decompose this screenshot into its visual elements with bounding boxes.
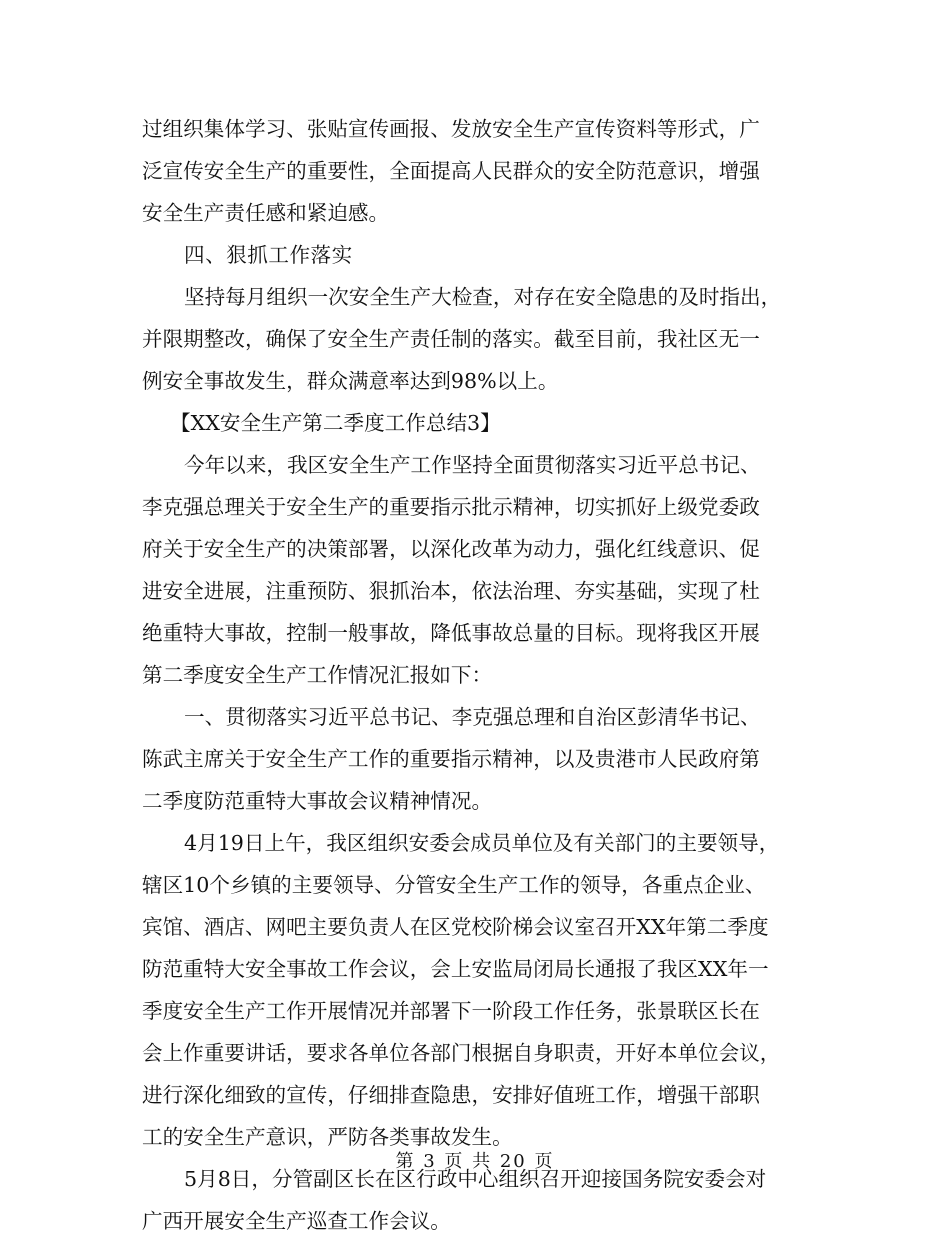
paragraph-line: 进行深化细致的宣传，仔细排查隐患，安排好值班工作，增强干部职 [142,1083,760,1107]
paragraph-line: 过组织集体学习、张贴宣传画报、发放安全生产宣传资料等形式，广 [142,117,760,141]
paragraph-line: 坚持每月组织一次安全生产大检查，对存在安全隐患的及时指出， [184,285,782,309]
paragraph-line: 绝重特大事故，控制一般事故，降低事故总量的目标。现将我区开展 [142,621,760,645]
paragraph-line: 进安全进展，注重预防、狠抓治本，依法治理、夯实基础，实现了杜 [142,579,760,603]
paragraph-line: 4月19日上午，我区组织安委会成员单位及有关部门的主要领导， [184,831,780,855]
document-body [142,108,806,1242]
paragraph-line: 泛宣传安全生产的重要性，全面提高人民群众的安全防范意识，增强 [142,159,760,183]
paragraph-line: 一、贯彻落实习近平总书记、李克强总理和自治区彭清华书记、 [184,705,761,729]
paragraph-line: 宾馆、酒店、网吧主要负责人在区党校阶梯会议室召开XX年第二季度 [142,915,769,939]
paragraph-line: 府关于安全生产的决策部署，以深化改革为动力，强化红线意识、促 [142,537,760,561]
paragraph-line: 第二季度安全生产工作情况汇报如下： [142,663,493,687]
paragraph-line: 季度安全生产工作开展情况并部署下一阶段工作任务，张景联区长在 [142,999,760,1023]
paragraph-line: 广西开展安全生产巡查工作会议。 [142,1209,451,1233]
paragraph-line: 今年以来，我区安全生产工作坚持全面贯彻落实习近平总书记、 [184,453,761,477]
page-footer: 第 3 页 共 20 页 [395,1151,555,1172]
paragraph-line: 二季度防范重特大事故会议精神情况。 [142,789,493,813]
section-title: 【XX安全生产第二季度工作总结3】 [170,411,501,435]
paragraph-line: 并限期整改，确保了安全生产责任制的落实。截至目前，我社区无一 [142,327,760,351]
section-heading: 四、狠抓工作落实 [184,243,353,267]
paragraph-line: 安全生产责任感和紧迫感。 [142,201,390,225]
paragraph-line: 5月8日，分管副区长在区行政中心组织召开迎接国务院安委会对 [184,1167,767,1191]
paragraph-line: 工的安全生产意识，严防各类事故发生。 [142,1125,513,1149]
paragraph-line: 防范重特大安全事故工作会议，会上安监局闭局长通报了我区XX年一 [142,957,769,981]
paragraph-line: 会上作重要讲话，要求各单位各部门根据自身职责，开好本单位会议， [142,1041,781,1065]
paragraph-line: 李克强总理关于安全生产的重要指示批示精神，切实抓好上级党委政 [142,495,760,519]
paragraph-line: 辖区10个乡镇的主要领导、分管安全生产工作的领导，各重点企业、 [142,873,766,897]
paragraph-line: 例安全事故发生，群众满意率达到98%以上。 [142,369,559,393]
paragraph-line: 陈武主席关于安全生产工作的重要指示精神，以及贵港市人民政府第 [142,747,760,771]
